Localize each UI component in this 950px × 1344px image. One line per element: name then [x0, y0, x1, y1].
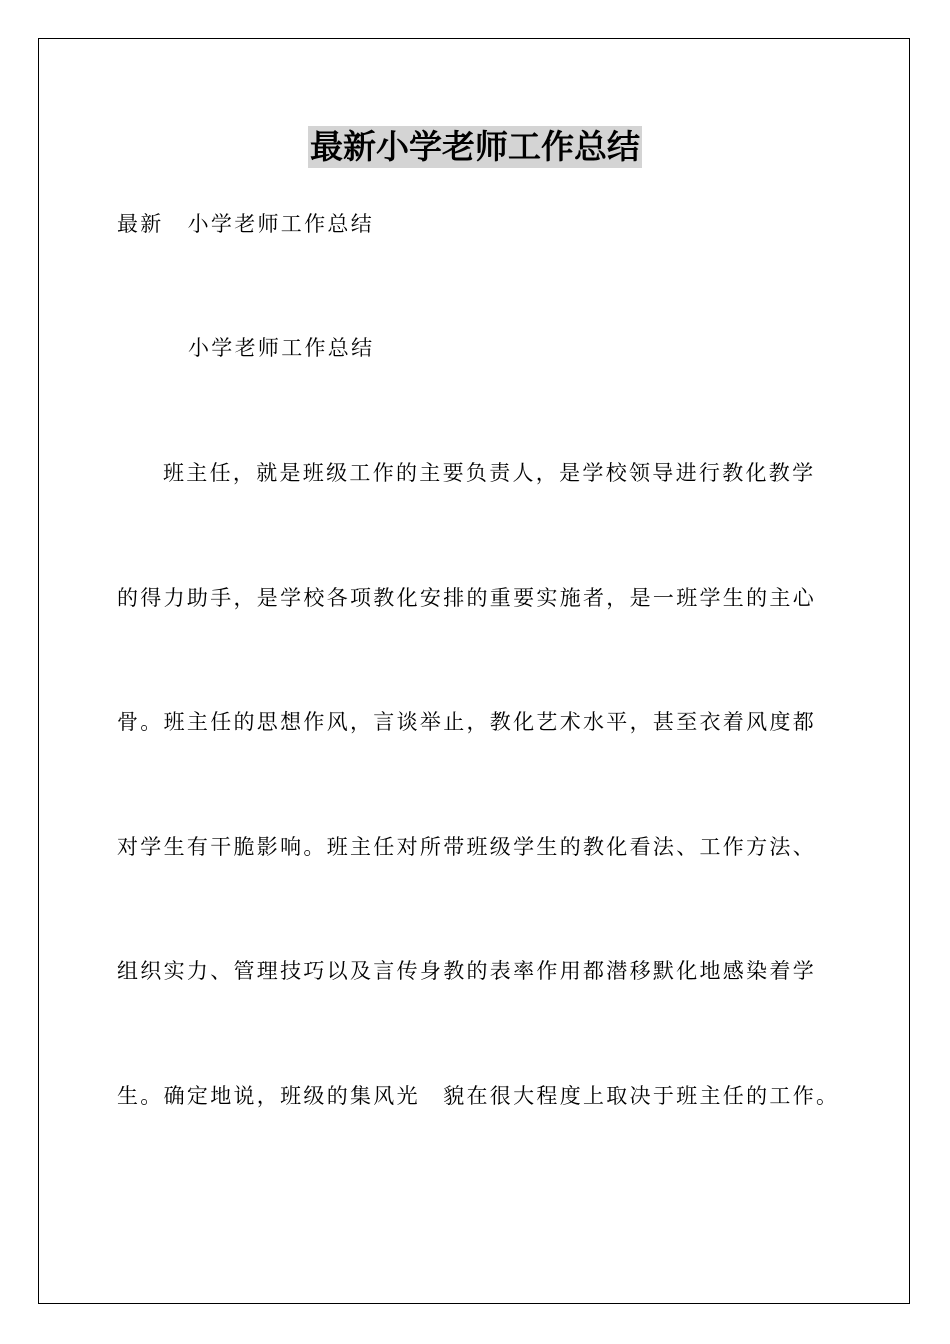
paragraph-line-2: 的得力助手，是学校各项教化安排的重要实施者，是一班学生的主心	[117, 586, 816, 610]
subtitle-prefix: 最新	[117, 212, 164, 236]
paragraph-line-3: 骨。班主任的思想作风，言谈举止，教化艺术水平，甚至衣着风度都	[117, 710, 816, 734]
document-title: 最新小学老师工作总结	[310, 127, 640, 166]
section-heading: 小学老师工作总结	[188, 336, 375, 360]
paragraph-line-1: 班主任，就是班级工作的主要负责人，是学校领导进行教化教学	[163, 461, 816, 485]
title-container	[0, 126, 950, 168]
subtitle-line	[117, 209, 374, 239]
paragraph-line-5: 组织实力、管理技巧以及言传身教的表率作用都潜移默化地感染着学	[117, 959, 816, 983]
paragraph-line-6: 生。确定地说，班级的集风光 貌在很大程度上取决于班主任的工作。	[117, 1084, 840, 1108]
subtitle-text: 小学老师工作总结	[187, 212, 375, 236]
paragraph-line-4: 对学生有干脆影响。班主任对所带班级学生的教化看法、工作方法、	[117, 835, 816, 859]
